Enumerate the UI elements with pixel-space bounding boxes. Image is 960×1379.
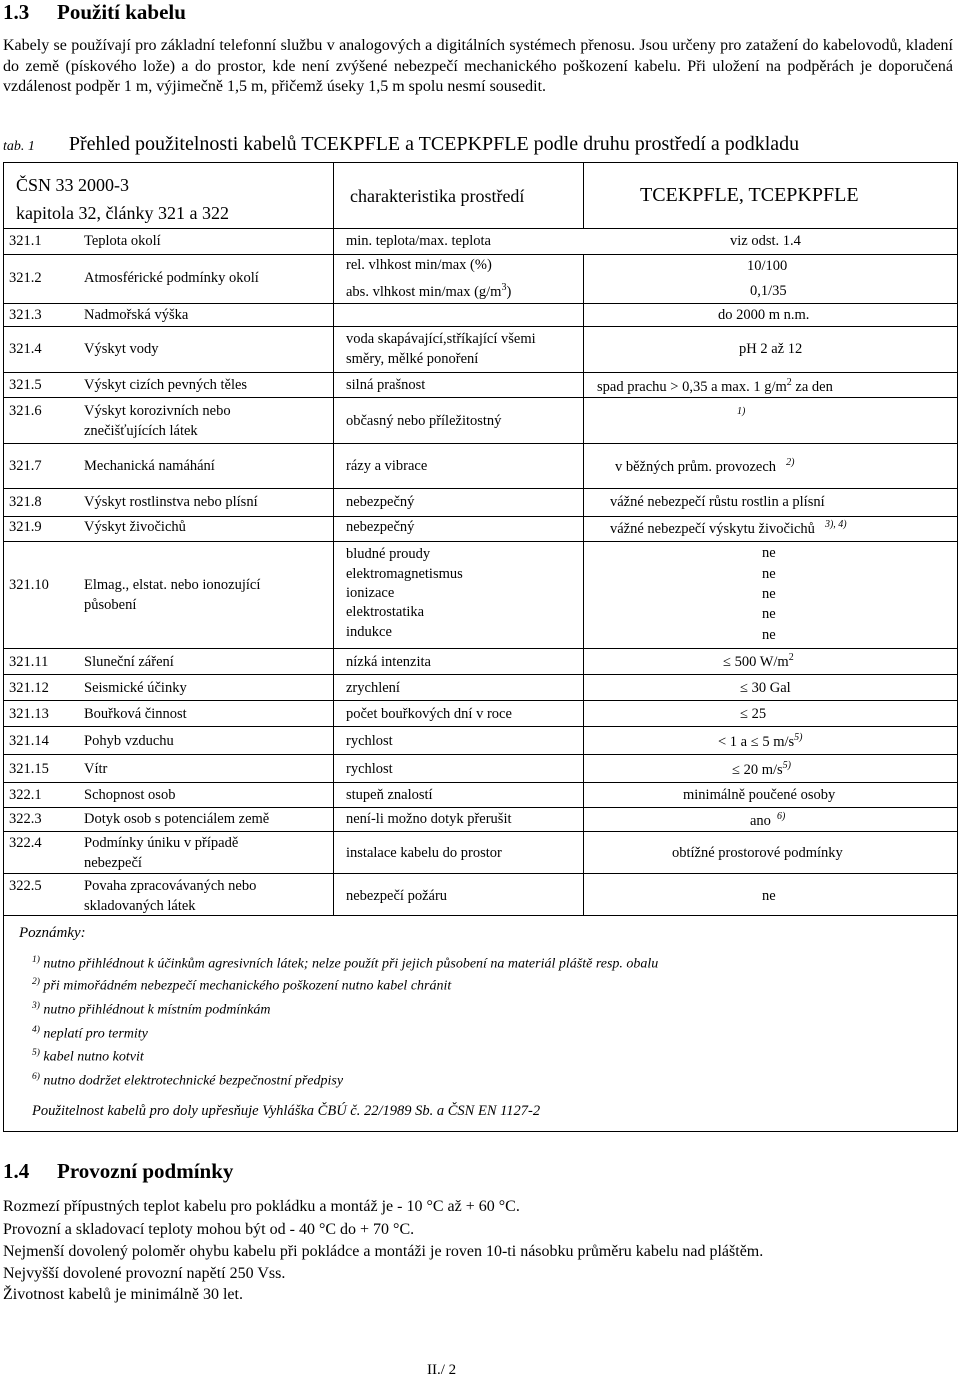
row-code: 322.1 (9, 787, 42, 803)
row-value-text: ano (750, 812, 771, 829)
le-icon: ≤ (750, 733, 759, 750)
row-divider (3, 831, 958, 832)
row-name: Výskyt živočichů (84, 519, 186, 535)
row-char-text: abs. vlhkost min/max (g/m (346, 283, 502, 300)
row-char: bludné proudy (346, 546, 431, 562)
row-value: ne (762, 566, 776, 582)
row-name: nebezpečí (84, 855, 142, 871)
note-text: kabel nutno kotvit (43, 1049, 144, 1065)
row-char-sup: 3 (501, 282, 507, 293)
row-divider (3, 372, 958, 373)
row-divider (3, 443, 958, 444)
row-char: rel. vlhkost min/max (%) (346, 257, 492, 273)
row-name: Povaha zpracovávaných nebo (84, 878, 257, 894)
condition-line: Nejvyšší dovolené provozní napětí 250 Vss. (3, 1265, 286, 1282)
notes-title: Poznámky: (19, 925, 86, 941)
row-name: Vítr (84, 761, 108, 777)
row-code: 321.12 (9, 680, 49, 696)
row-value: viz odst. 1.4 (730, 233, 801, 249)
row-value-sup: 3), 4) (824, 519, 847, 530)
row-code: 321.6 (9, 403, 42, 419)
row-value-text: spad prachu > 0,35 a max. 1 g/m (597, 378, 787, 395)
row-char: stupeň znalostí (346, 787, 433, 803)
row-value-text: 5 m/s (762, 733, 795, 750)
row-name: Elmag., elstat. nebo ionozující (84, 577, 261, 593)
row-value: do 2000 m n.m. (718, 307, 810, 323)
note-marker: 2) (32, 977, 40, 987)
row-name: Atmosférické podmínky okolí (84, 270, 259, 286)
row-char: nebezpečný (346, 519, 415, 535)
section-heading-1-3 (3, 0, 186, 25)
row-code: 322.5 (9, 878, 42, 894)
section-title: Provozní podmínky (57, 1159, 234, 1183)
row-name: Bouřková činnost (84, 706, 187, 722)
le-icon: ≤ (740, 680, 748, 696)
row-value: pH 2 až 12 (739, 341, 803, 357)
table-caption-text: Přehled použitelnosti kabelů TCEKPFLE a TCEPKPFLE podle druhu prostředí a podkladu (68, 133, 800, 155)
row-char: min. teplota/max. teplota (346, 233, 491, 249)
le-icon: ≤ (723, 653, 731, 670)
section-heading-1-4 (3, 1159, 233, 1184)
row-char: ionizace (346, 585, 395, 601)
row-divider (3, 488, 958, 489)
le-icon: ≤ (740, 706, 748, 722)
table-caption (3, 133, 799, 156)
row-code: 321.9 (9, 519, 42, 535)
row-value-text: v běžných prům. provozech (615, 458, 777, 475)
header-standard: ČSN 33 2000-3 (16, 175, 130, 195)
row-divider (3, 873, 958, 874)
row-name: Výskyt korozivních nebo (84, 403, 231, 419)
row-value: ne (762, 606, 776, 622)
note-marker: 6) (32, 1072, 40, 1082)
row-value-sup: 2 (788, 652, 794, 663)
row-name: Výskyt rostlinstva nebo plísní (84, 494, 258, 510)
row-char: nízká intenzita (346, 654, 431, 670)
row-code: 321.8 (9, 494, 42, 510)
row-value-text: 25 (751, 706, 767, 722)
row-divider (3, 754, 958, 755)
row-divider (3, 782, 958, 783)
table-header-col1 (16, 174, 229, 225)
note-2 (32, 977, 451, 995)
row-value (750, 811, 785, 830)
row-value: 10/100 (747, 258, 788, 274)
condition-line: Životnost kabelů je minimálně 30 let. (3, 1286, 243, 1303)
row-code: 321.7 (9, 458, 42, 474)
row-divider (3, 303, 958, 304)
row-value: ne (762, 545, 776, 561)
section-title: Použití kabelu (57, 0, 186, 24)
row-value (740, 680, 791, 697)
col-divider-1 (333, 162, 334, 915)
row-value (718, 732, 803, 751)
note-text: neplatí pro termity (43, 1026, 148, 1042)
row-code: 322.3 (9, 811, 42, 827)
row-char: počet bouřkových dní v roce (346, 706, 512, 722)
table-label: tab. 1 (3, 139, 35, 154)
row-name: Schopnost osob (84, 787, 176, 803)
row-char: rázy a vibrace (346, 458, 428, 474)
row-value-sup: 5) (782, 760, 792, 771)
row-name: Mechanická namáhání (84, 458, 215, 474)
note-marker: 3) (32, 1001, 40, 1011)
row-value-text: 500 W/m (734, 653, 789, 670)
row-char: instalace kabelu do prostor (346, 845, 502, 861)
note-5 (32, 1048, 144, 1066)
row-value (610, 519, 847, 538)
condition-line: Provozní a skladovací teploty mohou být od - 40 °C do + 70 °C. (3, 1221, 415, 1238)
row-divider (3, 254, 958, 255)
row-char: voda skapávající,stříkající všemi (346, 331, 536, 347)
le-icon: ≤ (732, 761, 740, 778)
row-char: rychlost (346, 761, 393, 777)
row-code: 321.14 (9, 733, 49, 749)
row-value-sup: 6) (776, 811, 786, 822)
row-value (732, 760, 791, 779)
row-divider (3, 397, 958, 398)
row-name: působení (84, 597, 137, 613)
row-name: skladovaných látek (84, 898, 196, 914)
note-text: při mimořádném nebezpečí mechanického poškození nutno kabel chránit (43, 978, 452, 994)
row-value-sup: 2 (786, 377, 792, 388)
row-value: minimálně poučené osoby (683, 787, 836, 803)
row-name: Nadmořská výška (84, 307, 189, 323)
row-char: nebezpečný (346, 494, 415, 510)
row-name: znečišťujících látek (84, 423, 198, 439)
section-number: 1.4 (3, 1159, 30, 1183)
condition-line: Nejmenší dovolený poloměr ohybu kabelu při pokládce a montáži je roven 10-ti násobku průměru kabelu nad pláštěm. (3, 1243, 764, 1260)
col-divider-2 (583, 254, 584, 915)
row-code: 321.13 (9, 706, 49, 722)
row-divider (3, 700, 958, 701)
row-value-sup: 2) (786, 457, 795, 468)
col-divider-2 (583, 162, 584, 228)
row-value: 0,1/35 (750, 283, 787, 299)
intro-paragraph: Kabely se používají pro základní telefonní službu v analogových a digitálních systémech přenosu. Jsou určeny pro zatažení do kabelovodů, kladení do země (pískového lože) a do prostor, kde není zvýšené nebezpečí mechanického poškození kabelu. Při uložení na podpěrách je doporučená vzdálenost podpěr 1 m, výjimečně 1,5 m, přičemž úseky 1,5 m spolu nesmí sousedit. (3, 37, 953, 96)
row-code: 321.5 (9, 377, 42, 393)
row-value-text: < 1 a (718, 733, 748, 750)
row-code: 321.3 (9, 307, 42, 323)
row-char: není-li možno dotyk přerušit (346, 811, 512, 827)
note-4 (32, 1025, 148, 1043)
note-6 (32, 1072, 343, 1090)
row-divider (3, 674, 958, 675)
table-header-col3: TCEKPFLE, TCEPKPFLE (640, 184, 859, 206)
row-divider (3, 541, 958, 542)
row-code: 322.4 (9, 835, 42, 851)
note-1 (32, 955, 658, 973)
row-divider (3, 516, 958, 517)
note-3 (32, 1001, 271, 1019)
row-char: občasný nebo příležitostný (346, 413, 502, 429)
row-value-text: 30 Gal (751, 680, 791, 696)
row-name: Teplota okolí (84, 233, 161, 249)
row-name: Výskyt cizích pevných těles (84, 377, 248, 393)
row-char: elektromagnetismus (346, 566, 463, 582)
row-char: rychlost (346, 733, 393, 749)
row-divider (3, 648, 958, 649)
header-chapter: kapitola 32, články 321 a 322 (16, 203, 229, 223)
row-value: ne (762, 627, 776, 643)
note-marker: 5) (32, 1048, 40, 1058)
row-divider (3, 915, 958, 916)
row-name: Seismické účinky (84, 680, 187, 696)
row-value: ne (762, 888, 776, 904)
row-value-text: vážné nebezpečí výskytu živočichů (610, 520, 815, 537)
row-char-end: ) (506, 283, 512, 300)
row-char: směry, mělké ponoření (346, 351, 479, 367)
row-char (346, 282, 511, 301)
note-text: nutno dodržet elektrotechnické bezpečnostní předpisy (43, 1073, 344, 1089)
condition-line: Rozmezí přípustných teplot kabelu pro pokládku a montáž je - 10 °C až + 60 °C. (3, 1198, 520, 1215)
row-value: obtížné prostorové podmínky (672, 845, 843, 861)
row-code: 321.4 (9, 341, 42, 357)
note-marker: 4) (32, 1025, 40, 1035)
row-value (723, 652, 794, 671)
row-value-text: 20 m/s (743, 761, 783, 778)
row-value-end: za den (791, 378, 833, 395)
section-number: 1.3 (3, 0, 30, 24)
row-value (740, 706, 766, 723)
row-divider (3, 807, 958, 808)
row-value (615, 457, 794, 476)
row-code: 321.2 (9, 270, 42, 286)
note-marker: 1) (32, 955, 40, 965)
row-char: elektrostatika (346, 604, 425, 620)
header-divider (3, 228, 958, 229)
page-number: II./ 2 (427, 1362, 457, 1378)
row-divider (3, 326, 958, 327)
row-name: Dotyk osob s potenciálem země (84, 811, 270, 827)
row-name: Pohyb vzduchu (84, 733, 174, 749)
row-value: vážné nebezpečí růstu rostlin a plísní (610, 494, 825, 510)
row-code: 321.1 (9, 233, 42, 249)
row-name: Podmínky úniku v případě (84, 835, 239, 851)
row-name: Sluneční záření (84, 654, 174, 670)
row-name: Výskyt vody (84, 341, 159, 357)
note-text: nutno přihlédnout k místním podmínkám (43, 1002, 271, 1018)
row-code: 321.10 (9, 577, 49, 593)
row-char: nebezpečí požáru (346, 888, 448, 904)
row-value-sup: 5) (794, 732, 803, 743)
table-header-col2: charakteristika prostředí (350, 186, 525, 206)
row-value-sup: 1) (737, 406, 746, 417)
row-code: 321.15 (9, 761, 49, 777)
row-value (597, 377, 833, 396)
row-divider (3, 726, 958, 727)
row-value: ne (762, 586, 776, 602)
row-char: silná prašnost (346, 377, 426, 393)
row-char: zrychlení (346, 680, 400, 696)
row-char: indukce (346, 624, 392, 640)
note-text: nutno přihlédnout k účinkům agresivních látek; nelze použít při jejich působení na materiál pláště resp. obalu (43, 956, 659, 972)
footer-note: Použitelnost kabelů pro doly upřesňuje Vyhláška ČBÚ č. 22/1989 Sb. a ČSN EN 1127-2 (32, 1103, 541, 1119)
row-code: 321.11 (9, 654, 49, 670)
